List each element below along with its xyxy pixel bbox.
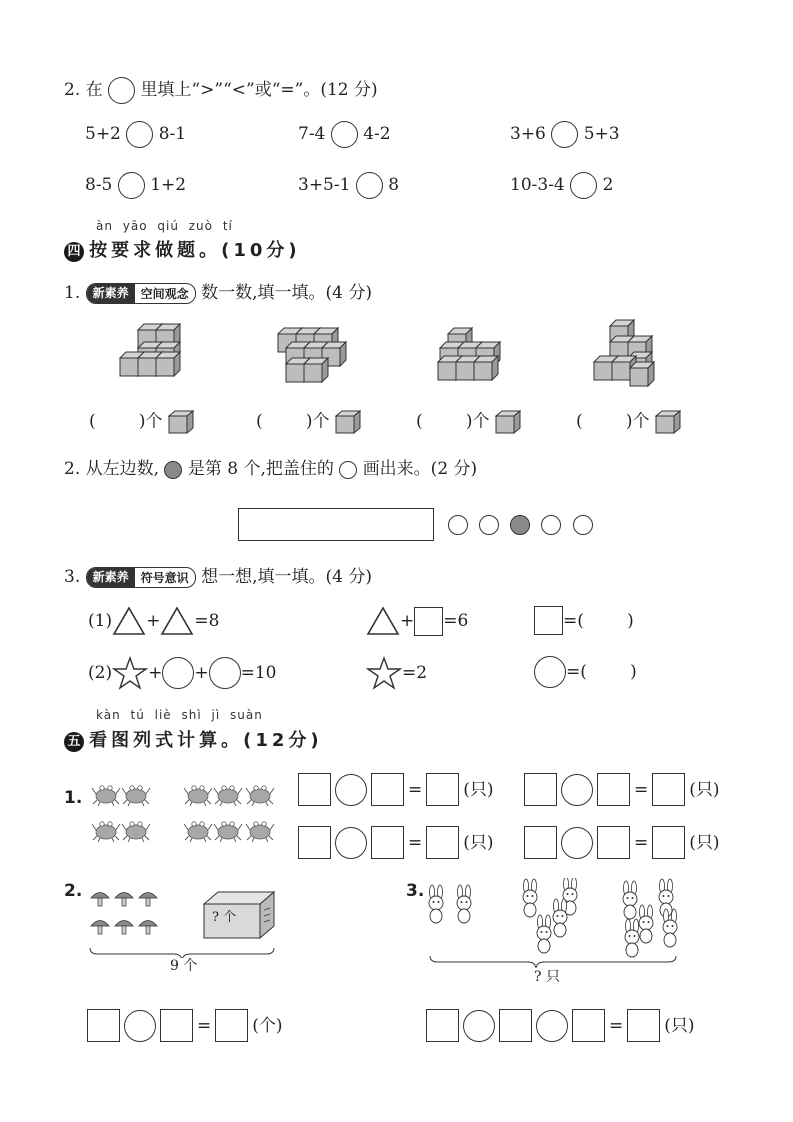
answer-blank[interactable]: ( )个 — [576, 411, 650, 432]
operator-circle[interactable] — [561, 827, 593, 859]
answer-box[interactable] — [371, 826, 404, 859]
square-icon — [414, 607, 443, 636]
equals-sign: = — [634, 779, 649, 800]
operator-circle[interactable] — [124, 1010, 156, 1042]
symbol-row-2b — [366, 656, 427, 690]
unit-label: (只) — [689, 832, 720, 853]
mushroom-illustration — [88, 888, 278, 958]
answer-box[interactable] — [215, 1009, 248, 1042]
unit-label: (只) — [463, 832, 494, 853]
operator-circle[interactable] — [561, 774, 593, 806]
symbol-row-1c — [534, 606, 634, 635]
cube-answer-2 — [256, 410, 361, 434]
answer-box[interactable] — [652, 826, 685, 859]
compare-answer-circle[interactable] — [570, 172, 597, 199]
filled-circle-icon — [164, 461, 182, 479]
answer-box[interactable] — [426, 773, 459, 806]
operator-circle[interactable] — [463, 1010, 495, 1042]
equation-rhs: =8 — [194, 611, 220, 631]
circle-icon — [541, 515, 561, 535]
compare-answer-circle[interactable] — [118, 172, 145, 199]
section-number-badge: 五 — [64, 732, 84, 752]
circle-icon — [573, 515, 593, 535]
badge-label: 新素养 — [87, 568, 135, 587]
compare-answer-circle[interactable] — [126, 121, 153, 148]
plus-sign: + — [146, 611, 161, 631]
answer-box[interactable] — [87, 1009, 120, 1042]
answer-blank[interactable]: =( ) — [566, 662, 637, 682]
compare-left: 3+6 — [510, 124, 546, 144]
compare-item-4 — [85, 172, 186, 199]
sec5-q3-number: 3. — [406, 881, 425, 901]
rabbit-illustration — [424, 878, 688, 968]
answer-blank[interactable]: ( )个 — [416, 411, 490, 432]
q2-title-rest: 里填上“>”“<”或“=”。(12 分) — [140, 80, 378, 100]
answer-box[interactable] — [499, 1009, 532, 1042]
cube-figure-3 — [438, 328, 500, 380]
row-label: (1) — [88, 611, 113, 631]
compare-left: 10-3-4 — [510, 175, 565, 195]
answer-box[interactable] — [524, 773, 557, 806]
answer-box[interactable] — [160, 1009, 193, 1042]
literacy-badge — [86, 567, 196, 588]
q-number: 1. — [64, 283, 81, 303]
covering-rectangle[interactable] — [238, 508, 434, 541]
operator-circle[interactable] — [335, 827, 367, 859]
q-text: 数一数,填一填。(4 分) — [201, 283, 372, 303]
operator-circle[interactable] — [335, 774, 367, 806]
unit-label: (个) — [252, 1015, 283, 1036]
square-icon — [534, 606, 563, 635]
unit-label: (只) — [689, 779, 720, 800]
compare-right: 5+3 — [583, 124, 620, 144]
q-text: 画出来。(2 分) — [362, 459, 478, 479]
plus-sign: + — [148, 663, 163, 683]
badge-topic: 符号意识 — [140, 570, 189, 585]
circle-icon — [479, 515, 499, 535]
answer-box[interactable] — [572, 1009, 605, 1042]
compare-left: 8-5 — [85, 175, 113, 195]
answer-box[interactable] — [597, 826, 630, 859]
equation-row-1b — [524, 773, 720, 806]
sec5-pinyin: kàn tú liè shì jì suàn — [96, 708, 263, 722]
equation-row-q2 — [87, 1009, 283, 1042]
q-text: 是第 8 个,把盖住的 — [187, 459, 334, 479]
badge-label: 新素养 — [87, 284, 135, 303]
sec5-title: 看图列式计算。(12分) — [89, 730, 323, 751]
cube-icon — [168, 410, 194, 434]
sec4-heading — [64, 236, 301, 262]
q-number: 3. — [64, 567, 81, 587]
circle-icon — [209, 657, 241, 689]
symbol-row-1a — [88, 606, 219, 636]
answer-box[interactable] — [426, 1009, 459, 1042]
answer-box[interactable] — [371, 773, 404, 806]
answer-blank[interactable]: =( ) — [563, 610, 634, 631]
equation-row-2a — [298, 826, 494, 859]
circle-icon — [162, 657, 194, 689]
equals-sign: = — [408, 779, 423, 800]
plus-sign: + — [400, 611, 415, 631]
total-label: 9 个 — [170, 958, 198, 974]
compare-item-5 — [298, 172, 399, 199]
circle-icon — [534, 656, 566, 688]
sec5-heading — [64, 726, 323, 752]
q-text: 2. 从左边数, — [64, 459, 160, 479]
symbol-row-2a — [88, 656, 276, 690]
answer-box[interactable] — [597, 773, 630, 806]
q2-compare-title — [64, 77, 378, 104]
sec4-pinyin: àn yāo qiú zuò tí — [96, 219, 233, 233]
compare-left: 3+5-1 — [298, 175, 351, 195]
answer-box[interactable] — [298, 773, 331, 806]
equals-sign: = — [197, 1015, 212, 1036]
compare-item-1 — [85, 121, 186, 148]
total-label: ? 只 — [534, 969, 560, 985]
answer-box[interactable] — [298, 826, 331, 859]
compare-item-2 — [298, 121, 391, 148]
cube-figure-4 — [594, 320, 654, 386]
symbol-row-2c — [534, 656, 637, 688]
sec4-title: 按要求做题。(10分) — [89, 240, 301, 261]
equals-sign: = — [408, 832, 423, 853]
cube-figures — [110, 318, 720, 388]
symbol-row-1b — [366, 606, 468, 636]
compare-answer-circle[interactable] — [331, 121, 358, 148]
equals-sign: = — [634, 832, 649, 853]
cube-figure-2 — [278, 328, 346, 382]
operator-circle[interactable] — [536, 1010, 568, 1042]
compare-answer-circle[interactable] — [551, 121, 578, 148]
answer-box[interactable] — [652, 773, 685, 806]
literacy-badge — [86, 283, 196, 304]
compare-left: 5+2 — [85, 124, 121, 144]
compare-item-6 — [510, 172, 613, 199]
equation-row-2b — [524, 826, 720, 859]
cube-icon — [655, 410, 681, 434]
q-text: 想一想,填一填。(4 分) — [201, 567, 372, 587]
box-label: ? 个 — [212, 910, 237, 925]
answer-blank[interactable]: ( )个 — [256, 411, 330, 432]
equation-row-q3 — [426, 1009, 695, 1042]
answer-blank[interactable]: ( )个 — [89, 411, 163, 432]
plus-sign: + — [194, 663, 209, 683]
circle-icon — [339, 461, 357, 479]
row-label: (2) — [88, 663, 113, 683]
cube-figure-1 — [120, 324, 180, 376]
sec4-q3-title — [64, 566, 372, 588]
compare-right: 2 — [602, 175, 614, 195]
star-icon — [112, 656, 148, 690]
answer-box[interactable] — [627, 1009, 660, 1042]
compare-right: 8 — [388, 175, 400, 195]
cube-answer-4 — [576, 410, 681, 434]
badge-topic: 空间观念 — [140, 286, 189, 301]
sec5-q1-number: 1. — [64, 788, 83, 808]
cube-icon — [335, 410, 361, 434]
q2-title-start: 2. 在 — [64, 80, 103, 100]
equals-sign: = — [609, 1015, 624, 1036]
equation-rhs: =10 — [240, 663, 277, 683]
circle-icon — [448, 515, 468, 535]
cube-icon — [495, 410, 521, 434]
answer-box[interactable] — [524, 826, 557, 859]
cube-answer-1 — [89, 410, 194, 434]
equation-rhs: =2 — [402, 663, 428, 683]
sec5-q2-number: 2. — [64, 881, 83, 901]
compare-right: 4-2 — [363, 124, 391, 144]
compare-answer-circle[interactable] — [356, 172, 383, 199]
sec4-q1-title — [64, 282, 372, 304]
cover-row — [238, 508, 593, 541]
equation-rhs: =6 — [443, 611, 469, 631]
answer-box[interactable] — [426, 826, 459, 859]
compare-right: 8-1 — [158, 124, 187, 144]
triangle-icon — [112, 606, 146, 636]
crab-illustration — [88, 778, 288, 850]
circle-icon — [108, 77, 135, 104]
filled-circle-icon — [510, 515, 530, 535]
section-number-badge: 四 — [64, 242, 84, 262]
triangle-icon — [366, 606, 400, 636]
unit-label: (只) — [664, 1015, 695, 1036]
sec4-q2-title — [64, 458, 477, 480]
compare-right: 1+2 — [150, 175, 187, 195]
star-icon — [366, 656, 402, 690]
equation-row-1a — [298, 773, 494, 806]
compare-item-3 — [510, 121, 620, 148]
compare-left: 7-4 — [298, 124, 326, 144]
triangle-icon — [160, 606, 194, 636]
unit-label: (只) — [463, 779, 494, 800]
cube-answer-3 — [416, 410, 521, 434]
